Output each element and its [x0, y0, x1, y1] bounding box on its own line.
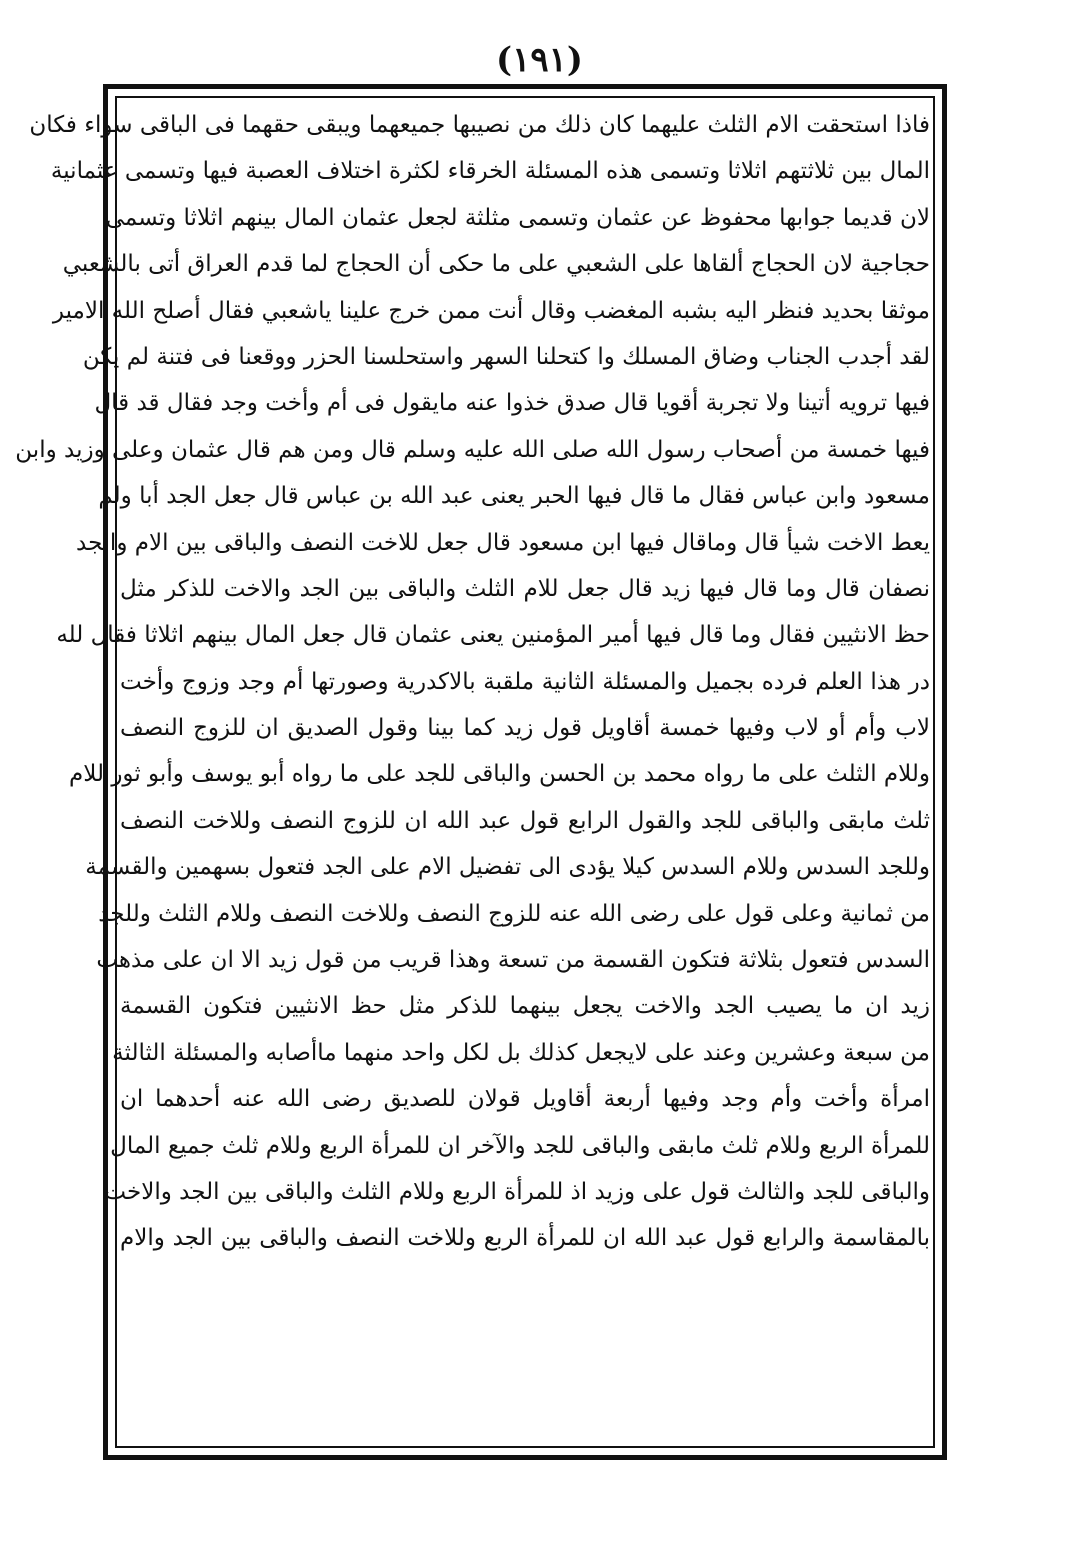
- page-number: (١٩١): [496, 40, 583, 80]
- text-line: حجاجية لان الحجاج ألقاها على الشعبي على ما حكى أن الحجاج لما قدم العراق أتى بالشعبي: [62, 251, 930, 278]
- text-line: يعط الاخت شيأ قال وماقال فيها ابن مسعود قال جعل للاخت النصف والباقى بين الام والجد: [76, 529, 930, 556]
- text-line: در هذا العلم فرده بجميل والمسئلة الثانية ملقبة بالاكدرية وصورتها أم وجد وزوج وأخت: [120, 668, 930, 695]
- text-line: زيد ان ما يصيب الجد والاخت يجعل بينهما للذكر مثل حظ الانثيين فتكون القسمة: [120, 993, 930, 1020]
- text-line: حظ الانثيين فقال وما قال فيها أمير المؤمنين يعنى عثمان قال جعل المال بينهم اثلاثا فقال لله: [56, 622, 930, 649]
- text-line: للمرأة الربع وللام ثلث مابقى والباقى للجد والآخر ان للمرأة الربع وللام ثلث جميع المال: [110, 1132, 930, 1159]
- text-line: والباقى للجد والثالث قول على وزيد اذ للمرأة الربع وللام الثلث والباقى بين الجد والاخت: [104, 1178, 930, 1205]
- text-line: موثقا بحديد فنظر اليه بشبه المغضب وقال أنت ممن خرج علينا ياشعبي فقال أصلح الله الامير: [52, 297, 930, 324]
- text-line: نصفان قال وما قال فيها زيد قال جعل للام الثلث والباقى بين الجد والاخت للذكر مثل: [120, 575, 930, 602]
- text-line: فيها خمسة من أصحاب رسول الله صلى الله عليه وسلم قال ومن هم قال عثمان وعلى وزيد وابن: [15, 436, 930, 463]
- text-line: لاب وأم أو لاب وفيها خمسة أقاويل قول زيد كما بينا وقول الصديق ان للزوج النصف: [120, 715, 930, 742]
- text-line: المال بين ثلاثتهم اثلاثا وتسمى هذه المسئلة الخرقاء لكثرة اختلاف العصبة فيها وتسمى عثمانية: [50, 158, 930, 185]
- text-line: بالمقاسمة والرابع قول عبد الله ان للمرأة الربع وللاخت النصف والباقى بين الجد والام: [120, 1225, 930, 1252]
- text-line: مسعود وابن عباس فقال ما قال فيها الحبر يعنى عبد الله بن عباس قال جعل الجد أبا ولم: [98, 483, 930, 510]
- text-line: لقد أجدب الجناب وضاق المسلك وا كتحلنا السهر واستحلسنا الحزر ووقعنا فى فتنة لم يكن: [82, 343, 930, 370]
- body-text: [15, 102, 930, 1447]
- text-line: وللام الثلث على ما رواه محمد بن الحسن والباقى للجد على ما رواه أبو يوسف وأبو ثور للام: [69, 761, 930, 788]
- text-line: ثلث مابقى والباقى للجد والقول الرابع قول عبد الله ان للزوج النصف وللاخت النصف: [120, 807, 930, 834]
- text-line: وللجد السدس وللام السدس كيلا يؤدى الى تفضيل الام على الجد فتعول بسهمين والقسمة: [85, 854, 930, 881]
- text-line: من سبعة وعشرين وعند على لايجعل كذلك بل لكل واحد منهما ماأصابه والمسئلة الثالثة: [112, 1039, 930, 1066]
- text-line: لان قديما جوابها محفوظ عن عثمان وتسمى مثلثة لجعل عثمان المال بينهم اثلاثا وتسمى: [105, 204, 930, 231]
- text-line: فاذا استحقت الام الثلث عليهما كان ذلك من نصيبها جميعهما ويبقى حقهما فى الباقى سواء فكان: [29, 112, 930, 138]
- text-line: السدس فتعول بثلاثة فتكون القسمة من تسعة وهذا قريب من قول زيد الا ان على مذهب: [96, 947, 930, 974]
- text-line: امرأة وأخت وأم وجد وفيها أربعة أقاويل قولان للصديق رضى الله عنه أحدهما ان: [120, 1086, 930, 1113]
- text-line: فيها ترويه أتينا ولا تجربة أقويا قال صدق خذوا عنه مايقول فى أم وأخت وجد فقال قد قال: [94, 390, 930, 417]
- text-line: من ثمانية وعلى قول على رضى الله عنه للزوج النصف وللاخت النصف وللام الثلث وللجد: [98, 900, 930, 927]
